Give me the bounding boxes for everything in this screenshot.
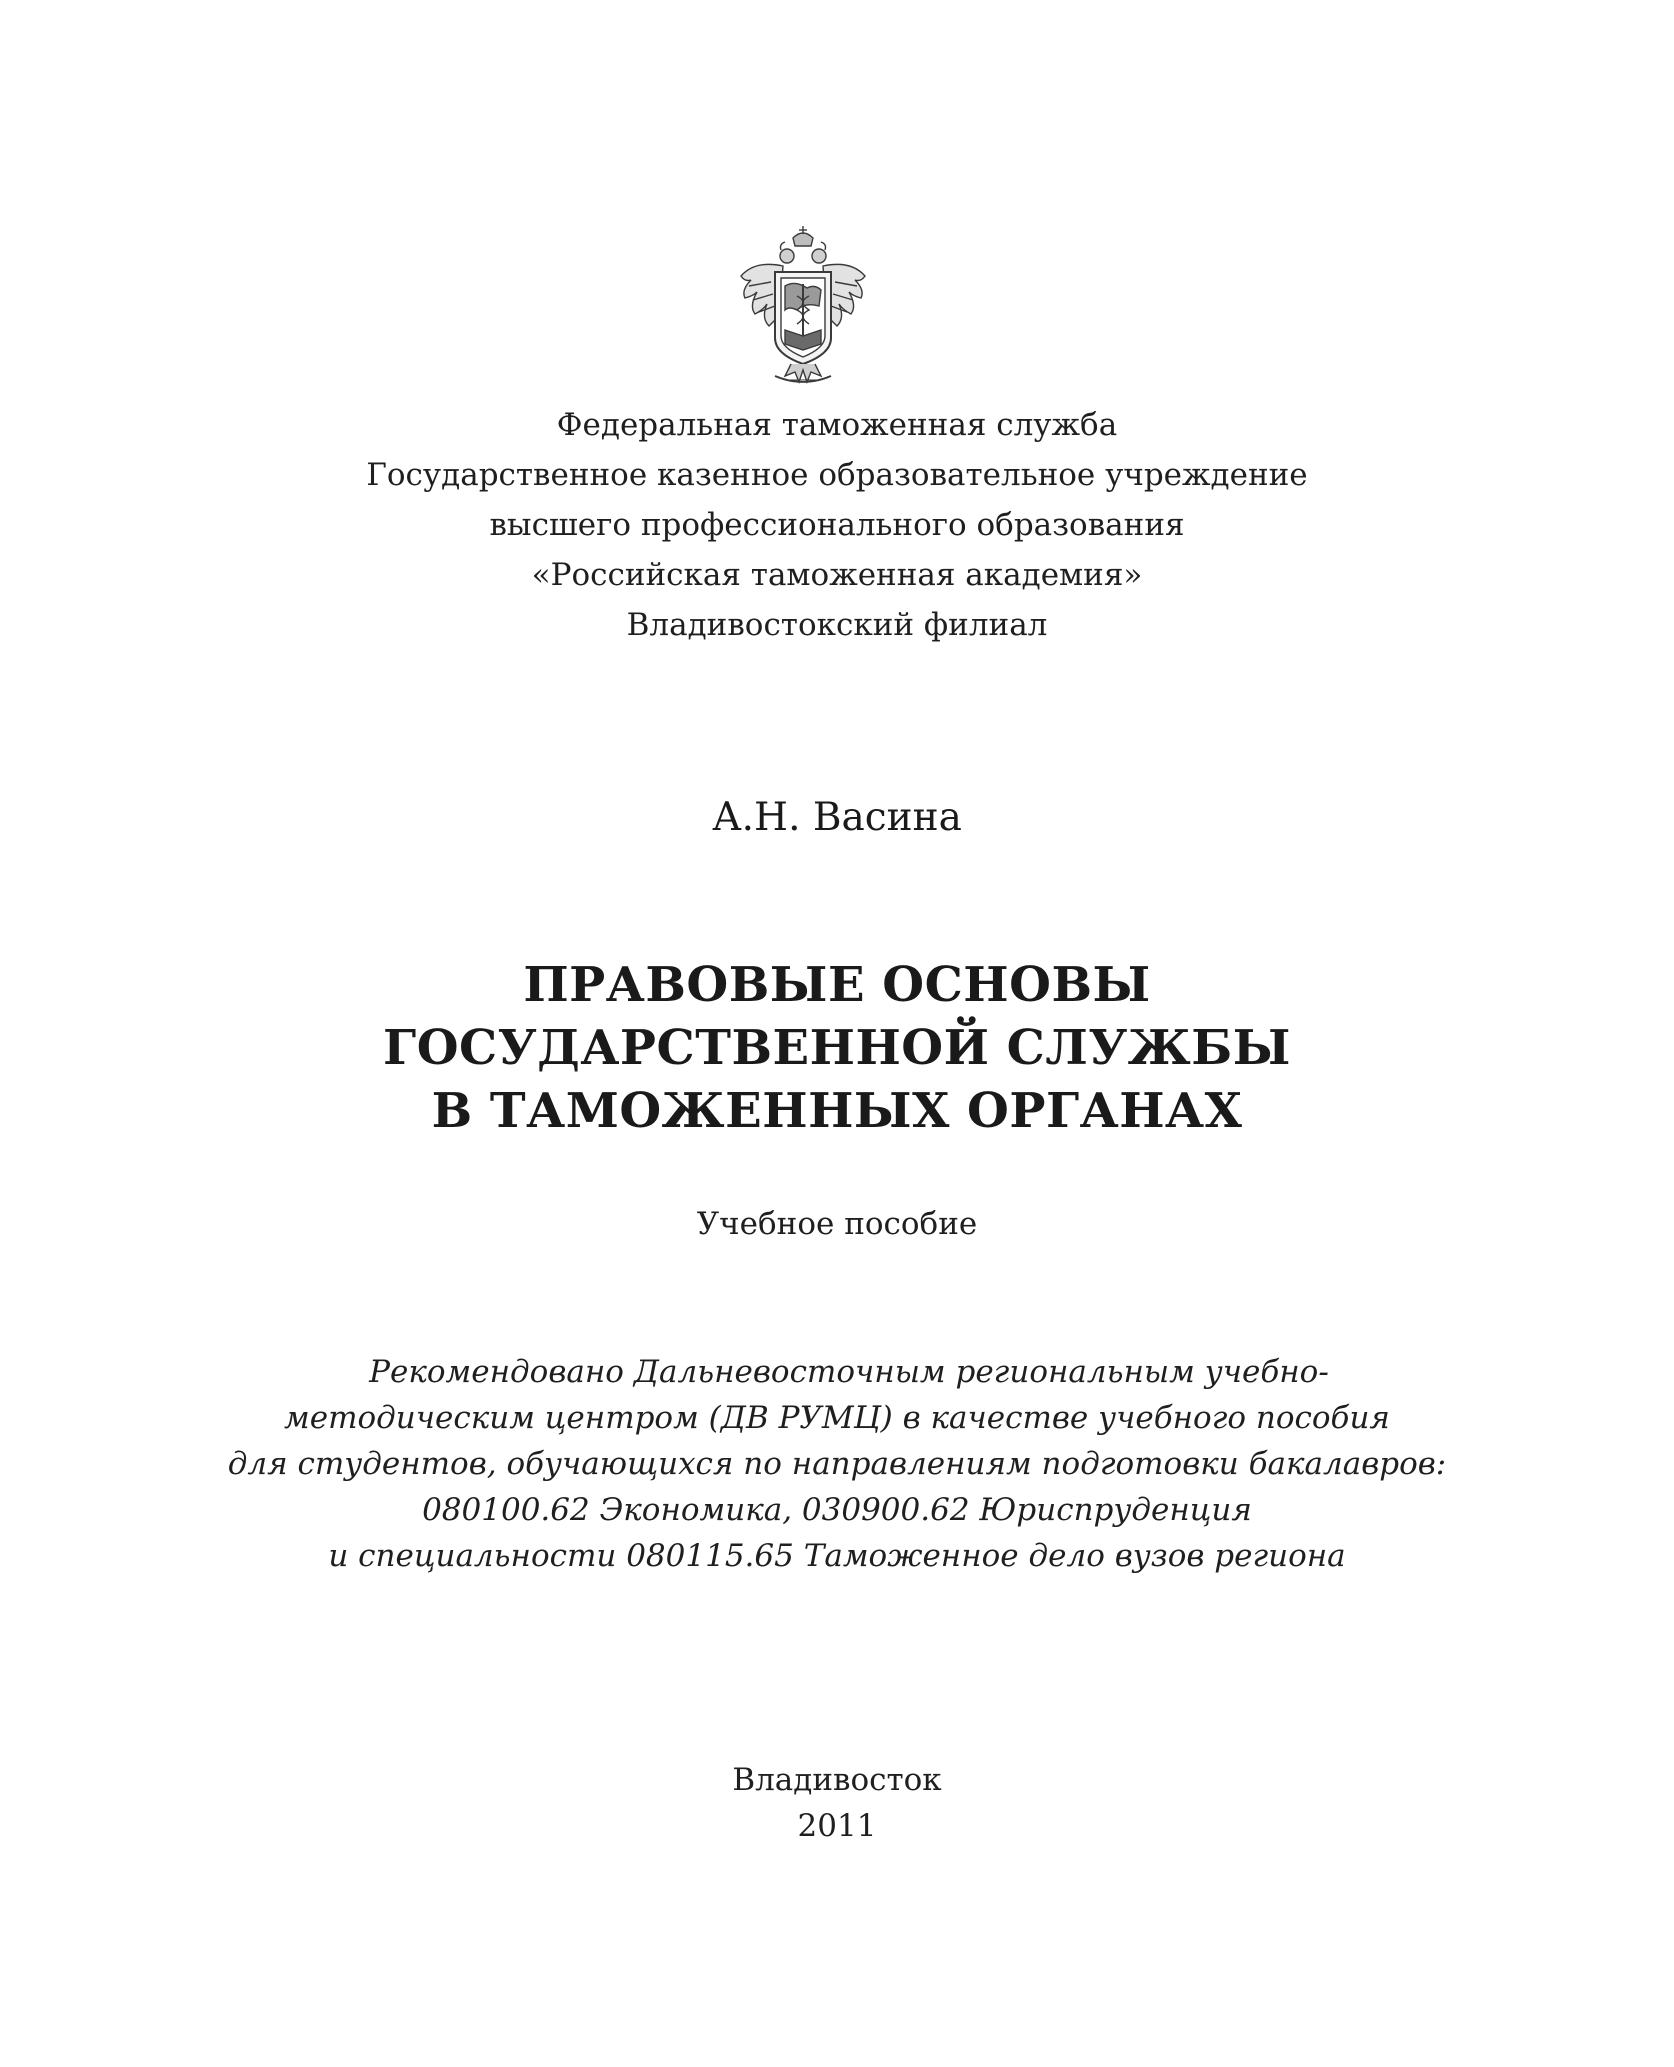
recommendation-line: для студентов, обучающихся по направлениям подготовки бакалавров: bbox=[227, 1446, 1447, 1482]
book-title-line: ГОСУДАРСТВЕННОЙ СЛУЖБЫ bbox=[383, 1020, 1291, 1076]
recommendation-note bbox=[190, 1349, 1484, 1579]
organization-line: Государственное казенное образовательное учреждение bbox=[366, 457, 1308, 493]
imprint-city: Владивосток bbox=[732, 1762, 942, 1798]
recommendation-line: Рекомендовано Дальневосточным региональным учебно- bbox=[369, 1354, 1329, 1390]
customs-academy-emblem-icon bbox=[735, 226, 871, 390]
organization-line: Владивостокский филиал bbox=[626, 607, 1048, 643]
book-title-line: ПРАВОВЫЕ ОСНОВЫ bbox=[523, 957, 1151, 1013]
organization-block bbox=[0, 400, 1674, 650]
imprint-year: 2011 bbox=[797, 1808, 877, 1844]
organization-line: высшего профессионального образования bbox=[489, 507, 1185, 543]
author-name: А.Н. Васина bbox=[712, 795, 962, 840]
book-title-line: В ТАМОЖЕННЫХ ОРГАНАХ bbox=[431, 1083, 1243, 1139]
organization-line: «Российская таможенная академия» bbox=[531, 557, 1143, 593]
recommendation-line: методическим центром (ДВ РУМЦ) в качестве учебного пособия bbox=[284, 1400, 1390, 1436]
recommendation-line: и специальности 080115.65 Таможенное дело вузов региона bbox=[328, 1538, 1346, 1574]
organization-line: Федеральная таможенная служба bbox=[556, 407, 1118, 443]
book-title bbox=[0, 954, 1674, 1143]
publication-type: Учебное пособие bbox=[696, 1206, 978, 1242]
recommendation-line: 080100.62 Экономика, 030900.62 Юриспруденция bbox=[422, 1492, 1252, 1528]
imprint bbox=[0, 1757, 1674, 1849]
